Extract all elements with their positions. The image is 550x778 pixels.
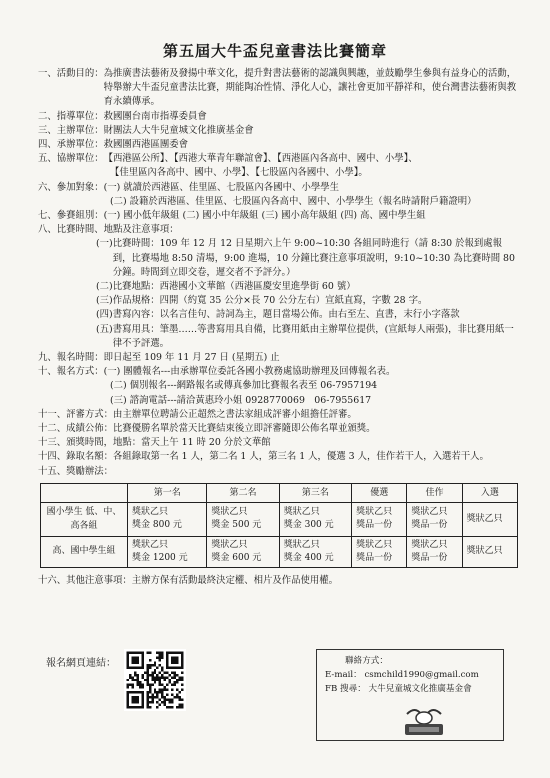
item-text: 書寫內容：以名言佳句、詩詞為主，題目當場公佈。由右至左、直書，末行小字落款 [112,309,460,321]
section-judging [38,408,520,422]
contact-title: 聯絡方式： [345,656,388,666]
table-cell: 獎狀乙只 獎金 500 元 [207,503,279,536]
section-text: (一) 就讀於西港區、佳里區、七股區內各國中、小學學生 [103,181,339,193]
item-number: (三) [96,295,113,307]
section-other-notes [38,574,520,588]
section-text: 救國團西港區團委會 [103,139,189,151]
section-text: 【西港區公所】、【西港大華青年聯誼會】、【西港區內各高中、國中、小學】、 [103,153,418,165]
section-label: 四、承辦單位： [38,139,104,151]
table-cell: 獎狀乙只 獎金 1200 元 [128,536,207,567]
section-text: 主辦方保有活動最終決定權、相片及作品使用權。 [131,574,339,586]
section-label: 一、活動目的： [38,68,104,79]
section-text: 當天上午 11 時 20 分於文華館 [141,437,271,449]
table-cell: 獎狀乙只 獎品一份 [352,536,407,567]
list-item: (二) 個別報名---網路報名或傳真參加比賽報名表至 06-7957194 [110,380,378,392]
section-label: 十六、其他注意事項： [38,574,132,586]
table-cell: 獎狀乙只 獎品一份 [407,503,462,536]
table-cell: 獎狀乙只 [462,536,517,567]
section-purpose [38,67,520,110]
fb-search-text: 大牛兒童城文化推廣基金會 [368,684,472,694]
section-text: 救國團台南市指導委員會 [103,110,207,122]
list-item [38,280,520,294]
item-number: (二) [96,281,113,293]
table-cell: 獎狀乙只 獎品一份 [407,536,462,567]
table-cell: 獎狀乙只 獎品一份 [352,503,407,536]
list-item: (三) 諮詢電話---請洽黃惠玲小姐 0928770069 06-7955617 [110,394,372,406]
section-text: 為推廣書法藝術及發揚中華文化，提升對書法藝術的認識與興趣，並鼓勵學生參與有益身心的活動，特舉辦大牛盃兒童書法比賽，期能陶冶性情、淨化人心，讓社會更加平靜祥和，使台灣書法藝術與教育永續傳承。 [103,68,517,108]
section-text: (一) 團體報名---由承辦單位委託各國小教務處協助辦理及回傳報名表。 [103,366,396,378]
email-address[interactable]: csmchild1990@gmail.com [364,670,479,680]
list-item [38,237,520,280]
section-text-continued: 【佳里區內各高中、國中、小學】、【七股區內各國中、小學】。 [110,167,368,179]
table-header: 第一名 [128,483,207,502]
section-label: 十二、成績公佈： [38,423,114,435]
list-item [38,294,520,308]
table-header: 第三名 [279,483,351,502]
table-header: 優選 [352,483,407,502]
item-number: (一) [96,238,113,250]
table-cell: 獎狀乙只 獎金 800 元 [128,503,207,536]
section-schedule-heading: 八、比賽時間、地點及注意事項： [38,224,179,236]
fb-label: FB 搜尋： [325,684,366,694]
item-number: (五) [96,323,113,335]
section-co-organizers [38,152,520,166]
fb-line [325,682,495,696]
section-organizer [38,124,520,138]
table-cell: 獎狀乙只 [462,503,517,536]
section-label: 十四、錄取名額： [38,451,114,463]
item-text: 作品規格：四開（約寬 35 公分×長 70 公分左右）宣紙直寫，字數 28 字。 [112,295,428,307]
page-title: 第五屆大牛盃兒童書法比賽簡章 [162,42,387,60]
table-header: 佳作 [407,483,462,502]
section-label: 三、主辦單位： [38,124,104,136]
contact-box [316,649,504,741]
table-header-row [41,483,518,502]
item-number: (四) [96,309,113,321]
section-label: 五、協辦單位： [38,153,104,165]
foundation-logo-icon [401,704,447,738]
section-results [38,422,520,436]
signup-link-label: 報名網頁連結： [46,658,116,669]
section-text: 由主辦單位聘請公正超然之書法家組成評審小組擔任評審。 [113,408,357,420]
section-signup-time [38,351,520,365]
list-item [38,308,520,322]
group-cell: 國小學生 低、中、高各組 [41,503,128,536]
section-text: (一) 國小低年級組 (二) 國小中年級組 (三) 國小高年級組 (四) 高、國中學生組 [103,210,426,222]
list-item [38,323,520,351]
item-text: 比賽地點：西港國小文華館（西港區慶安里進學街 60 號） [112,281,356,293]
section-guidance [38,110,520,124]
section-text: 各組錄取第一名 1 人，第二名 1 人，第三名 1 人，優選 3 人，佳作若干人，入選若干人。 [113,451,489,463]
section-label: 二、指導單位： [38,110,104,122]
section-text: 即日起至 109 年 11 月 27 日 (星期五) 止 [103,352,280,364]
section-host [38,138,520,152]
table-header: 第二名 [207,483,279,502]
section-label: 九、報名時間： [38,352,104,364]
section-label: 七、參賽組別： [38,210,104,222]
section-label: 六、參加對象： [38,181,104,193]
table-row [41,536,518,567]
section-awards-heading: 十五、獎勵辦法： [38,465,114,477]
table-cell: 獎狀乙只 獎金 300 元 [279,503,351,536]
section-text-continued: (二) 設籍於西港區、佳里區、七股區內各高中、國中、小學學生（報名時請附戶籍證明） [110,195,477,207]
section-label: 十一、評審方式： [38,408,114,420]
rules-body [38,67,520,588]
section-signup-method [38,365,520,379]
awards-table [40,483,518,568]
email-label: E-mail： [325,670,362,680]
table-header [41,483,128,502]
section-groups [38,209,520,223]
table-row [41,503,518,536]
item-text: 比賽時間：109 年 12 月 12 日星期六上午 9:00~10:30 各組同時進行（請 8:30 於報到處報到，比賽場地 8:50 清場，9:00 進場，10 分鐘比賽注意事項說明，9:10~10:30 為比賽時間 80 分鐘。時間到立即交卷，遲交者不予評分。） [112,238,515,278]
item-text: 書寫用具：筆墨……等書寫用具自備，比賽用紙由主辦單位提供，(宣紙每人兩張)，非比賽用紙一律不予評選。 [112,323,514,349]
section-label: 十三、頒獎時間，地點： [38,437,142,449]
section-label: 十、報名方式： [38,366,104,378]
section-ceremony [38,436,520,450]
table-cell: 獎狀乙只 獎金 600 元 [207,536,279,567]
section-text: 財團法人大牛兒童城文化推廣基金會 [103,124,254,136]
table-header: 入選 [462,483,517,502]
section-eligibility [38,181,520,195]
qr-code[interactable] [124,649,186,711]
group-cell: 高、國中學生組 [41,536,128,567]
table-cell: 獎狀乙只 獎金 400 元 [279,536,351,567]
section-text: 比賽優勝名單於當天比賽結束後立即評審隨即公佈名單並頒獎。 [113,423,376,435]
email-line [325,668,495,682]
section-quota [38,450,520,464]
